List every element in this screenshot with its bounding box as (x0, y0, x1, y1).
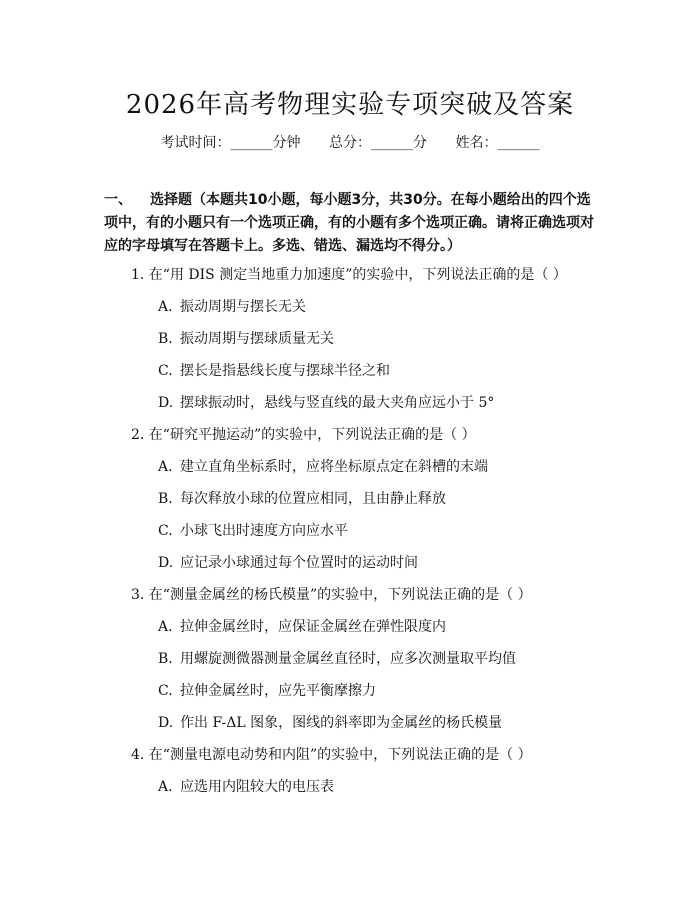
question-stem: 4. 在“测量电源电动势和内阻”的实验中，下列说法正确的是（ ） (131, 747, 532, 763)
question-option (158, 616, 446, 636)
question-option (158, 648, 516, 668)
question-option (158, 680, 376, 700)
option-label: B. (158, 651, 173, 667)
option-label: A. (158, 299, 173, 315)
option-text: 振动周期与摆球质量无关 (180, 331, 334, 347)
question-stem: 1. 在“用 DIS 测定当地重力加速度”的实验中，下列说法正确的是（ ） (131, 267, 567, 283)
question-option (158, 712, 502, 732)
exam-time-field: 考试时间：______分钟 (160, 135, 301, 151)
question-stem: 3. 在“测量金属丝的杨氏模量”的实验中，下列说法正确的是（ ） (131, 587, 532, 603)
option-text: 摆长是指悬线长度与摆球半径之和 (180, 363, 390, 379)
question-option (158, 488, 446, 508)
option-text: 应选用内阻较大的电压表 (180, 779, 334, 795)
option-text: 振动周期与摆长无关 (180, 299, 306, 315)
total-score-field: 总分：______分 (329, 135, 427, 151)
question-option (158, 776, 334, 796)
question-option (158, 328, 334, 348)
option-text: 小球飞出时速度方向应水平 (180, 523, 348, 539)
question-option (158, 456, 488, 476)
option-label: B. (158, 491, 173, 507)
option-text: 应记录小球通过每个位置时的运动时间 (180, 555, 418, 571)
page-title: 2026年高考物理实验专项突破及答案 (125, 90, 575, 120)
question-stem: 2. 在“研究平抛运动”的实验中，下列说法正确的是（ ） (131, 427, 476, 443)
section-instructions: 选择题（本题共10小题，每小题3分，共30分。在每小题给出的四个选项中，有的小题只有一个选项正确，有的小题有多个选项正确。请将正确选项对应的字母填写在答题卡上。多选、错选、漏选均不得分。） (104, 192, 594, 254)
option-label: A. (158, 619, 173, 635)
option-text: 用螺旋测微器测量金属丝直径时，应多次测量取平均值 (180, 651, 516, 667)
option-label: D. (158, 715, 174, 731)
option-label: D. (158, 555, 174, 571)
question-option (158, 392, 494, 412)
option-text: 拉伸金属丝时，应保证金属丝在弹性限度内 (180, 619, 446, 635)
question-option (158, 360, 390, 380)
option-text: 每次释放小球的位置应相同，且由静止释放 (180, 491, 446, 507)
option-text: 建立直角坐标系时，应将坐标原点定在斜槽的末端 (180, 459, 488, 475)
question-option (158, 520, 348, 540)
option-label: C. (158, 363, 173, 379)
option-label: C. (158, 523, 173, 539)
option-text: 作出 F-ΔL 图象，图线的斜率即为金属丝的杨氏模量 (180, 715, 503, 731)
option-label: B. (158, 331, 173, 347)
option-text: 摆球振动时，悬线与竖直线的最大夹角应远小于 5° (180, 395, 495, 411)
option-label: A. (158, 459, 173, 475)
question-option (158, 552, 418, 572)
section-heading (104, 189, 604, 258)
option-label: C. (158, 683, 173, 699)
section-number: 一、 (104, 192, 132, 208)
student-name-field: 姓名：______ (455, 135, 540, 151)
exam-meta (0, 132, 700, 152)
option-text: 拉伸金属丝时，应先平衡摩擦力 (180, 683, 376, 699)
question-option (158, 296, 306, 316)
option-label: A. (158, 779, 173, 795)
option-label: D. (158, 395, 174, 411)
